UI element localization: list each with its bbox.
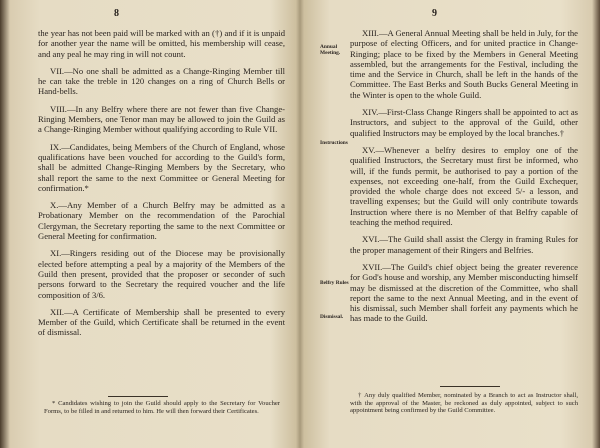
left-page bbox=[30, 0, 285, 448]
rule-x: X.—Any Member of a Church Belfry may be admitted as a Probationary Member on the recommendation of the Parochial Clergyman, the Secretary reporting the same to the next Committee or General Meeting for confirmation. bbox=[38, 200, 285, 242]
right-page-body bbox=[350, 28, 578, 331]
margin-note-dismissal: Dismissal. bbox=[320, 314, 344, 320]
rule-xvi: XVI.—The Guild shall assist the Clergy in framing Rules for the proper management of their Ringers and Belfries. bbox=[350, 234, 578, 255]
rule-xvii: XVII.—The Guild's chief object being the greater reverence for God's house and worship, any Member misconducting himself may be dismissed at the discretion of the Committee, who shall report the same to the next Annual Meeting, and in the event of his dismissal, such Member shall forfeit any payments which he has made to the Guild. bbox=[350, 261, 578, 324]
margin-note-belfry-rules: Belfry Rules bbox=[320, 280, 349, 286]
footnote-right: † Any duly qualified Member, nominated by a Branch to act as Instructor shall, with the approval of the Master, be reckoned as duly appointed, subject to such appointment being confirmed by the Guild Committee. bbox=[350, 392, 578, 415]
page-number-right: 9 bbox=[432, 8, 437, 19]
margin-note-instructions: Instructions bbox=[320, 140, 348, 146]
rule-xi: XI.—Ringers residing out of the Diocese may be provisionally elected before attempting a peal by a majority of the Members of the Guild then present, provided that the proposer or seconder of such persons forward to the Secretary the required voucher and the life composition of 3/6. bbox=[38, 248, 285, 300]
footnote-left: * Candidates wishing to join the Guild should apply to the Secretary for Voucher Forms, to be filled in and returned to him. He will then forward their Certificates. bbox=[44, 400, 280, 415]
rule-viii: VIII.—In any Belfry where there are not fewer than five Change-Ringing Members, one Tenor man may be allowed to join the Guild as a Change-Ringing Member without qualifying according to Rule VII. bbox=[38, 103, 285, 135]
rule-xiv: XIV.—First-Class Change Ringers shall be appointed to act as Instructors, and subject to the approval of the Guild, other qualified Instructors may be employed by the local branches.† bbox=[350, 107, 578, 138]
right-page bbox=[320, 0, 580, 448]
rule-xiii: XIII.—A General Annual Meeting shall be held in July, for the purpose of electing Officers, and for united practice in Change-Ringing; place to be fixed by the Members in General Meeting assembled, but the arrangements for the Festival, including the time and the Service in Church, shall be left in the hands of the Committee. The East Berks and South Bucks General Meeting in the Winter is open to the whole Guild. bbox=[350, 28, 578, 100]
margin-note-annual-meeting: Annual Meeting. bbox=[320, 44, 341, 56]
rule-vii: VII.—No one shall be admitted as a Change-Ringing Member till he can take the treble in 120 changes on a ring of Church Bells or Hand-bells. bbox=[38, 65, 285, 97]
footnote-divider-left bbox=[108, 396, 168, 397]
left-page-body bbox=[38, 28, 285, 345]
rule-xii: XII.—A Certificate of Membership shall be presented to every Member of the Guild, which Certificate shall be returned in the event of dismissal. bbox=[38, 306, 285, 338]
rule-xv: XV.—Whenever a belfry desires to employ one of the qualified Instructors, the Secretary must first be informed, who will, if the funds permit, be authorised to pay a portion of the expenses, not exceeding one-half, from the Guild Exchequer, provided the whole charge does not exceed 5/- a lesson, and travelling expenses; but the Guild will only contribute towards Instruction where there is no Member of that Belfry capable of teaching the method required. bbox=[350, 144, 578, 228]
page-number-left: 8 bbox=[114, 8, 119, 19]
paragraph-continuation: the year has not been paid will be marked with an (†) and if it is unpaid for another year the name will be omitted, his membership will cease, and any peal he may ring in will not count. bbox=[38, 28, 285, 59]
rule-ix: IX.—Candidates, being Members of the Church of England, whose qualifications have been vouched for according to the Guild's form, shall be admitted Change-Ringing Members by the Secretary, who shall report the same to the next Committee or General Meeting for confirmation.* bbox=[38, 141, 285, 193]
footnote-divider-right bbox=[440, 386, 500, 387]
